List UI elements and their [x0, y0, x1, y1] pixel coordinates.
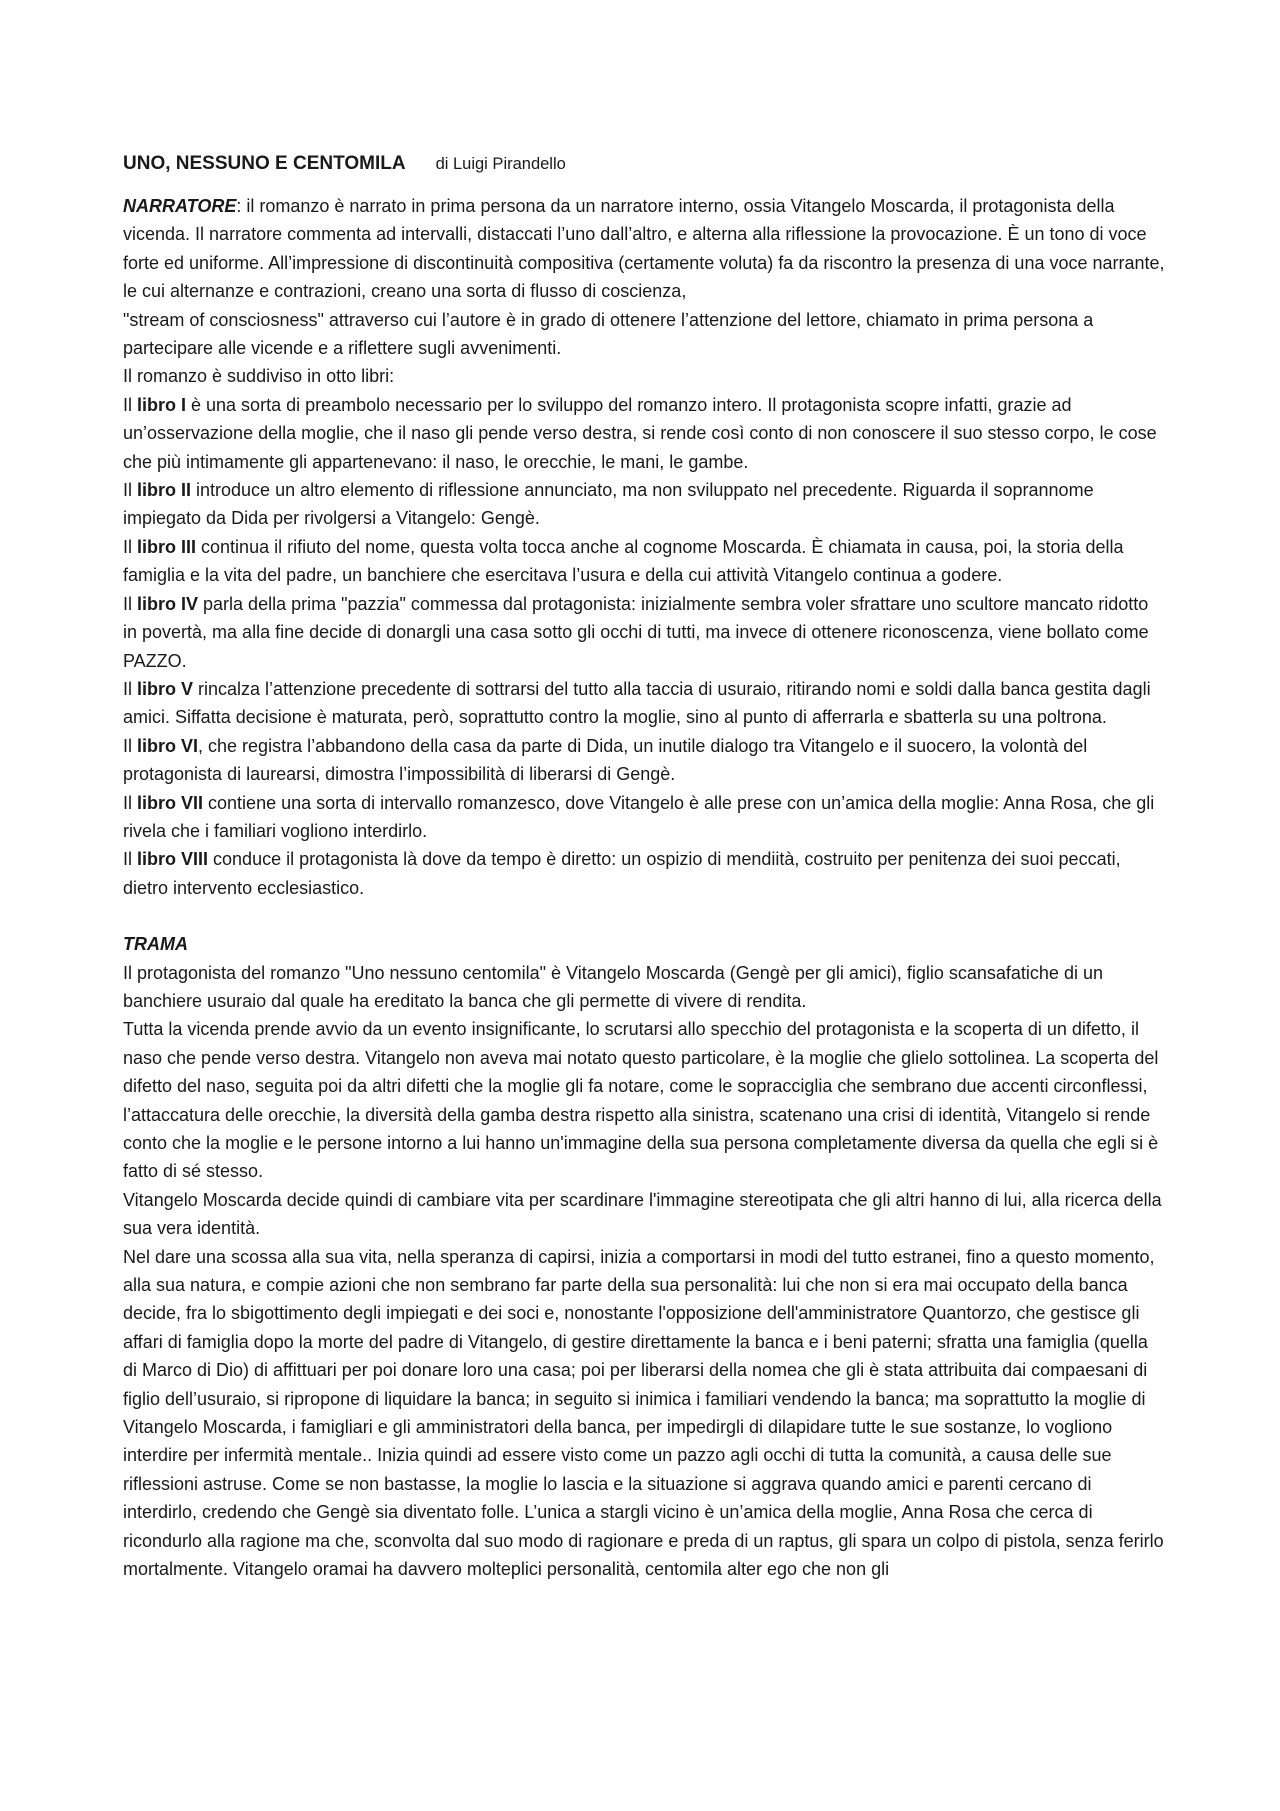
narratore-label: NARRATORE	[123, 196, 237, 216]
libro-prefix: Il	[123, 593, 138, 614]
libro-text: contiene una sorta di intervallo romanzesco, dove Vitangelo è alle prese con un’amica della moglie: Anna Rosa, che gli rivela che i familiari vogliono interdirlo.	[123, 792, 1155, 841]
libro-paragraph	[123, 391, 1165, 476]
libro-prefix: Il	[123, 394, 138, 415]
libro-prefix: Il	[123, 678, 138, 699]
libro-paragraph	[123, 675, 1165, 732]
libro-text: è una sorta di preambolo necessario per lo sviluppo del romanzo intero. Il protagonista scopre infatti, grazie ad un’osservazione della moglie, che il naso gli pende verso destra, si rende così conto di non conoscere il suo stesso corpo, le cose che più intimamente gli appartenevano: il naso, le orecchie, le mani, le gambe.	[123, 394, 1157, 472]
libro-prefix: Il	[123, 792, 138, 813]
libro-prefix: Il	[123, 735, 138, 756]
trama-paragraph: Tutta la vicenda prende avvio da un evento insignificante, lo scrutarsi allo specchio del protagonista e la scoperta di un difetto, il naso che pende verso destra. Vitangelo non aveva mai notato questo particolare, è la moglie che glielo sottolinea. La scoperta del difetto del naso, seguita poi da altri difetti che la moglie gli fa notare, come le sopracciglia che sembrano due accenti circonflessi, l’attaccatura delle orecchie, la diversità della gamba destra rispetto alla sinistra, scatenano una crisi di identità, Vitangelo si rende conto che la moglie e le persone intorno a lui hanno un'immagine della sua persona completamente diversa da quella che egli si è fatto di sé stesso.	[123, 1019, 1159, 1182]
trama-label: TRAMA	[123, 934, 188, 955]
libro-prefix: Il	[123, 536, 138, 557]
document-author: di Luigi Pirandello	[435, 155, 566, 173]
section-gap	[123, 902, 1165, 930]
libro-label: libro III	[137, 536, 197, 557]
narratore-paragraph	[123, 192, 1165, 306]
trama-paragraph: Il protagonista del romanzo "Uno nessuno centomila" è Vitangelo Moscarda (Gengè per gli amici), figlio scansafatiche di un banchiere usuraio dal quale ha ereditato la banca che gli permette di vivere di rendita.	[123, 962, 1103, 1011]
libro-paragraph	[123, 845, 1165, 902]
trama-heading	[123, 930, 1165, 958]
document-title: UNO, NESSUNO E CENTOMILA	[123, 153, 406, 174]
libro-label: libro VIII	[137, 849, 209, 870]
narratore-text: : il romanzo è narrato in prima persona da un narratore interno, ossia Vitangelo Moscarda, il protagonista della vicenda. Il narratore commenta ad intervalli, distaccati l’uno dall’altro, e alterna alla riflessione la provocazione. È un tono di voce forte ed uniforme. All’impressione di discontinuità compositiva (certamente voluta) fa da riscontro la presenza di una voce narrante, le cui alternanze e contrazioni, creano una sorta di flusso di coscienza,	[123, 196, 1165, 302]
trama-paragraph: Nel dare una scossa alla sua vita, nella speranza di capirsi, inizia a comportarsi in modi del tutto estranei, fino a questo momento, alla sua natura, e compie azioni che non sembrano far parte della sua personalità: lui che non si era mai occupato della banca decide, fra lo sbigottimento degli impiegati e dei soci e, nonostante l'opposizione dell'amministratore Quantorzo, che gestisce gli affari di famiglia dopo la morte del padre di Vitangelo, di gestire direttamente la banca e i beni paterni; sfratta una famiglia (quella di Marco di Dio) di affittuari per poi donare loro una casa; poi per liberarsi della nomea che gli è stata attribuita dai compaesani di figlio dell’usuraio, si ripropone di liquidare la banca; in seguito si inimica i familiari vendendo la banca; ma soprattutto la moglie di Vitangelo Moscarda, i famigliari e gli amministratori della banca, per impedirgli di dilapidare tutte le sue sostanze, lo vogliono interdire per infermità mentale.. Inizia quindi ad essere visto come un pazzo agli occhi di tutta la comunità, a causa delle sue riflessioni astruse. Come se non bastasse, la moglie lo lascia e la situazione si aggrava quando amici e parenti cercano di interdirlo, credendo che Gengè sia diventato folle. L’unica a stargli vicino è un’amica della moglie, Anna Rosa che cerca di ricondurlo alla ragione ma che, sconvolta dal suo modo di ragionare e preda di un raptus, gli spara un colpo di pistola, senza ferirlo mortalmente. Vitangelo oramai ha davvero molteplici personalità, centomila alter ego che non gli	[123, 1246, 1164, 1580]
libri-intro: Il romanzo è suddiviso in otto libri:	[123, 366, 395, 387]
libro-paragraph	[123, 533, 1165, 590]
libro-label: libro V	[137, 678, 194, 699]
libro-label: libro VI	[137, 735, 199, 756]
document-page	[123, 150, 1165, 1584]
libro-label: libro IV	[137, 593, 199, 614]
libro-paragraph	[123, 590, 1165, 675]
libro-text: , che registra l’abbandono della casa da parte di Dida, un inutile dialogo tra Vitangelo e il suocero, la volontà del protagonista di laurearsi, dimostra l’impossibilità di liberarsi di Gengè.	[123, 735, 1088, 785]
title-row	[123, 150, 1165, 192]
trama-paragraph: Vitangelo Moscarda decide quindi di cambiare vita per scardinare l'immagine stereotipata che gli altri hanno di lui, alla ricerca della sua vera identità.	[123, 1189, 1162, 1239]
libro-paragraph	[123, 476, 1165, 533]
libro-text: conduce il protagonista là dove da tempo è diretto: un ospizio di mendiità, costruito per penitenza dei suoi peccati, dietro intervento ecclesiastico.	[123, 849, 1121, 898]
libro-text: introduce un altro elemento di riflessione annunciato, ma non sviluppato nel precedente. Riguarda il soprannome impiegato da Dida per rivolgersi a Vitangelo: Gengè.	[123, 480, 1094, 529]
narratore-paragraph-2: "stream of consciosness" attraverso cui l’autore è in grado di ottenere l’attenzione del lettore, chiamato in prima persona a partecipare alle vicende e a riflettere sugli avvenimenti.	[123, 309, 1094, 359]
libro-paragraph	[123, 732, 1165, 789]
libro-prefix: Il	[123, 480, 138, 501]
libro-label: libro VII	[137, 792, 204, 813]
libro-paragraph	[123, 789, 1165, 846]
libro-label: libro I	[137, 394, 187, 415]
libro-text: rincalza l’attenzione precedente di sottrarsi del tutto alla taccia di usuraio, ritirando nomi e soldi dalla banca gestita dagli amici. Siffatta decisione è maturata, però, soprattutto contro la moglie, sino al punto di afferrarla e sbatterla su una poltrona.	[123, 678, 1151, 728]
libro-label: libro II	[137, 480, 192, 501]
libro-prefix: Il	[123, 849, 138, 870]
libro-text: continua il rifiuto del nome, questa volta tocca anche al cognome Moscarda. È chiamata in causa, poi, la storia della famiglia e la vita del padre, un banchiere che esercitava l’usura e della cui attività Vitangelo continua a godere.	[123, 536, 1124, 586]
libro-text: parla della prima "pazzia" commessa dal protagonista: inizialmente sembra voler sfrattare uno scultore mancato ridotto in povertà, ma alla fine decide di donargli una casa sotto gli occhi di tutti, ma invece di ottenere riconoscenza, viene bollato come PAZZO.	[123, 593, 1149, 671]
